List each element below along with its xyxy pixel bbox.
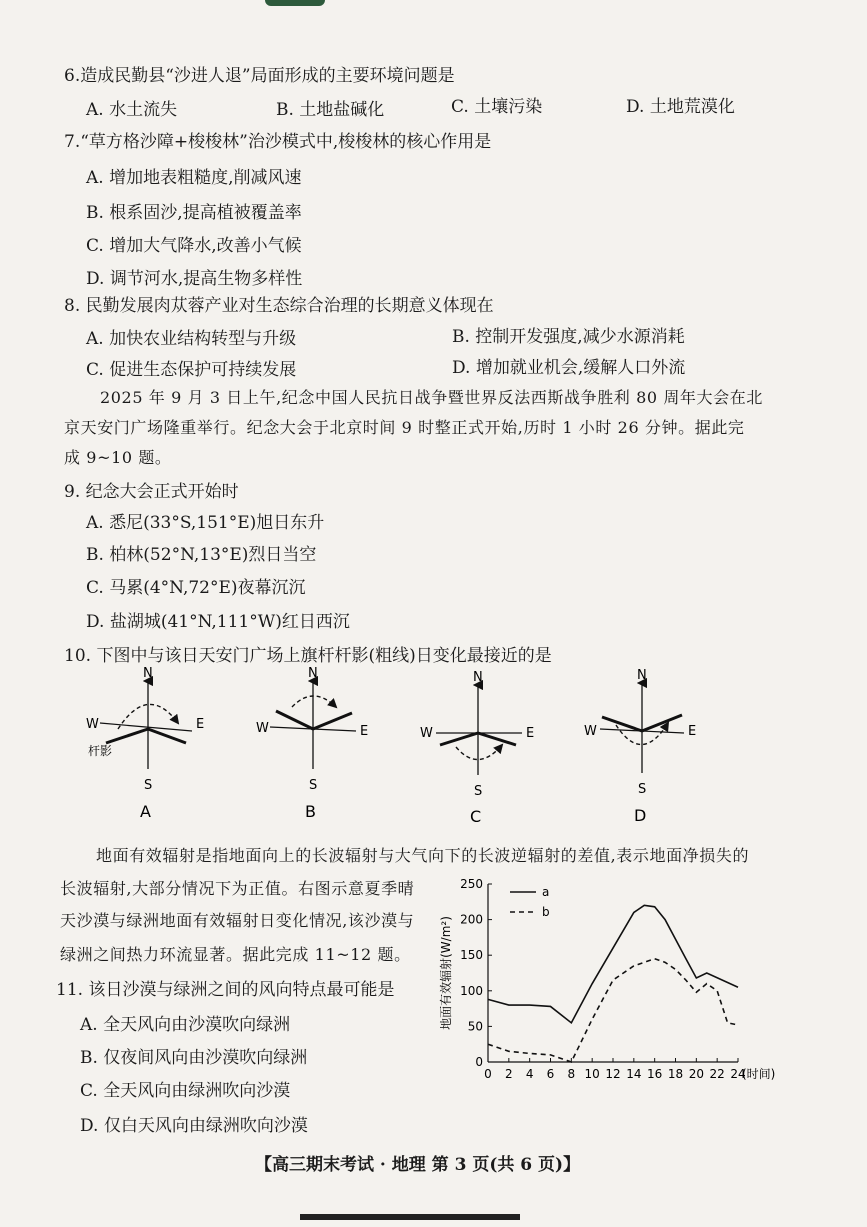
diagram-label-c[interactable]: C xyxy=(470,807,482,826)
q7-option-d[interactable]: D. 调节河水,提高生物多样性 xyxy=(86,269,303,289)
q6-option-a[interactable]: A. 水土流失 xyxy=(86,100,178,120)
series-b-line xyxy=(488,959,738,1062)
x-tick-label: 18 xyxy=(667,1067,684,1081)
label-e: E xyxy=(196,717,205,732)
label-s: S xyxy=(474,784,483,799)
chart-ticks xyxy=(460,877,746,1081)
diagram-b[interactable] xyxy=(256,666,368,821)
label-w: W xyxy=(584,724,597,739)
passage1-line3: 成 9~10 题。 xyxy=(64,448,172,467)
shadow-path-arrow xyxy=(292,696,336,707)
q11-option-d[interactable]: D. 仅白天风向由绿洲吹向沙漠 xyxy=(80,1116,308,1136)
x-tick-label: 14 xyxy=(626,1067,642,1081)
radiation-chart xyxy=(430,870,790,1090)
chart-xlabel: (时间) xyxy=(742,1067,776,1081)
q6-option-d[interactable]: D. 土地荒漠化 xyxy=(626,97,735,117)
diagram-d[interactable] xyxy=(584,668,696,825)
shadow-diagrams xyxy=(60,665,820,835)
label-w: W xyxy=(420,726,433,741)
y-tick-label: 250 xyxy=(460,877,483,891)
x-tick-label: 10 xyxy=(584,1067,600,1081)
x-tick-label: 2 xyxy=(505,1067,513,1081)
chart-axes xyxy=(488,884,738,1062)
shadow-west xyxy=(106,729,148,743)
diagram-label-d[interactable]: D xyxy=(634,806,647,825)
series-a-line xyxy=(488,905,738,1022)
label-w: W xyxy=(256,721,269,736)
x-tick-label: 0 xyxy=(484,1067,492,1081)
diagram-a[interactable] xyxy=(86,666,204,821)
page-footer: 【高三期末考试 · 地理 第 3 页(共 6 页)】 xyxy=(255,1155,581,1175)
q9-stem: 9. 纪念大会正式开始时 xyxy=(64,482,239,502)
shadow-label: 杆影 xyxy=(88,744,113,758)
x-tick-label: 12 xyxy=(605,1067,621,1081)
q7-option-b[interactable]: B. 根系固沙,提高植被覆盖率 xyxy=(86,203,302,223)
q9-option-d[interactable]: D. 盐湖城(41°N,111°W)红日西沉 xyxy=(86,612,350,632)
diagram-label-b[interactable]: B xyxy=(305,802,316,821)
label-s: S xyxy=(638,782,647,797)
passage2-line2: 长波辐射,大部分情况下为正值。右图示意夏季晴 xyxy=(60,879,415,898)
q8-option-c[interactable]: C. 促进生态保护可持续发展 xyxy=(86,360,297,380)
x-tick-label: 6 xyxy=(546,1067,555,1081)
chart-legend xyxy=(510,885,550,919)
label-n: N xyxy=(637,668,647,683)
chart-ylabel: 地面有效辐射(W/m²) xyxy=(439,916,453,1030)
label-e: E xyxy=(526,726,535,741)
q8-stem: 8. 民勤发展肉苁蓉产业对生态综合治理的长期意义体现在 xyxy=(64,296,494,316)
x-tick-label: 24 xyxy=(730,1067,746,1081)
q8-option-d[interactable]: D. 增加就业机会,缓解人口外流 xyxy=(452,358,686,378)
shadow-east xyxy=(642,715,682,731)
label-e: E xyxy=(688,724,697,739)
label-n: N xyxy=(308,666,318,681)
bottom-edge-bar xyxy=(300,1214,520,1220)
q11-stem: 11. 该日沙漠与绿洲之间的风向特点最可能是 xyxy=(56,980,395,1000)
x-tick-label: 8 xyxy=(567,1067,576,1081)
passage2-line1: 地面有效辐射是指地面向上的长波辐射与大气向下的长波逆辐射的差值,表示地面净损失的 xyxy=(96,846,750,865)
q10-stem: 10. 下图中与该日天安门广场上旗杆杆影(粗线)日变化最接近的是 xyxy=(64,646,552,666)
label-w: W xyxy=(86,717,99,732)
q11-option-b[interactable]: B. 仅夜间风向由沙漠吹向绿洲 xyxy=(80,1048,308,1068)
y-tick-label: 100 xyxy=(460,983,483,998)
q6-stem: 6.造成民勤县“沙进人退”局面形成的主要环境问题是 xyxy=(64,66,455,86)
y-tick-label: 50 xyxy=(467,1019,483,1034)
label-e: E xyxy=(360,724,369,739)
q11-option-c[interactable]: C. 全天风向由绿洲吹向沙漠 xyxy=(80,1081,291,1101)
q11-option-a[interactable]: A. 全天风向由沙漠吹向绿洲 xyxy=(80,1015,291,1035)
legend-b-label: b xyxy=(542,905,550,919)
legend-a-label: a xyxy=(542,885,550,899)
q6-option-c[interactable]: C. 土壤污染 xyxy=(451,97,543,117)
q7-option-c[interactable]: C. 增加大气降水,改善小气候 xyxy=(86,236,302,256)
q7-stem: 7.“草方格沙障+梭梭林”治沙模式中,梭梭林的核心作用是 xyxy=(64,132,492,152)
q8-option-b[interactable]: B. 控制开发强度,减少水源消耗 xyxy=(452,327,685,347)
shadow-path-arrow xyxy=(456,745,502,760)
label-n: N xyxy=(143,666,153,681)
shadow-east xyxy=(313,713,352,729)
label-s: S xyxy=(144,778,153,793)
chart-series xyxy=(488,905,738,1062)
label-s: S xyxy=(309,778,318,793)
passage1-line1: 2025 年 9 月 3 日上午,纪念中国人民抗日战争暨世界反法西斯战争胜利 80 周年大会在北 xyxy=(100,388,763,407)
x-tick-label: 22 xyxy=(709,1067,725,1081)
diagram-label-a[interactable]: A xyxy=(140,802,151,821)
shadow-west xyxy=(276,711,313,729)
passage2-line4: 绿洲之间热力环流显著。据此完成 11~12 题。 xyxy=(60,945,411,964)
shadow-west xyxy=(440,733,478,745)
q7-option-a[interactable]: A. 增加地表粗糙度,削减风速 xyxy=(86,168,302,188)
q6-option-b[interactable]: B. 土地盐碱化 xyxy=(276,100,385,120)
x-tick-label: 16 xyxy=(647,1067,663,1081)
diagram-c[interactable] xyxy=(420,670,534,826)
q8-option-a[interactable]: A. 加快农业结构转型与升级 xyxy=(86,329,297,349)
x-tick-label: 4 xyxy=(525,1067,534,1081)
y-tick-label: 150 xyxy=(460,948,483,963)
q9-option-c[interactable]: C. 马累(4°N,72°E)夜幕沉沉 xyxy=(86,578,306,598)
q9-option-b[interactable]: B. 柏林(52°N,13°E)烈日当空 xyxy=(86,545,317,565)
passage1-line2: 京天安门广场隆重举行。纪念大会于北京时间 9 时整正式开始,历时 1 小时 26 分钟。据此完 xyxy=(64,418,745,437)
x-tick-label: 20 xyxy=(688,1067,704,1081)
passage2-line3: 天沙漠与绿洲地面有效辐射日变化情况,该沙漠与 xyxy=(60,911,415,930)
top-binding-mark xyxy=(265,0,325,6)
y-tick-label: 200 xyxy=(460,912,483,927)
label-n: N xyxy=(473,670,483,685)
shadow-east xyxy=(148,729,186,743)
y-tick-label: 0 xyxy=(475,1055,483,1069)
q9-option-a[interactable]: A. 悉尼(33°S,151°E)旭日东升 xyxy=(86,513,325,533)
shadow-east xyxy=(478,733,516,745)
